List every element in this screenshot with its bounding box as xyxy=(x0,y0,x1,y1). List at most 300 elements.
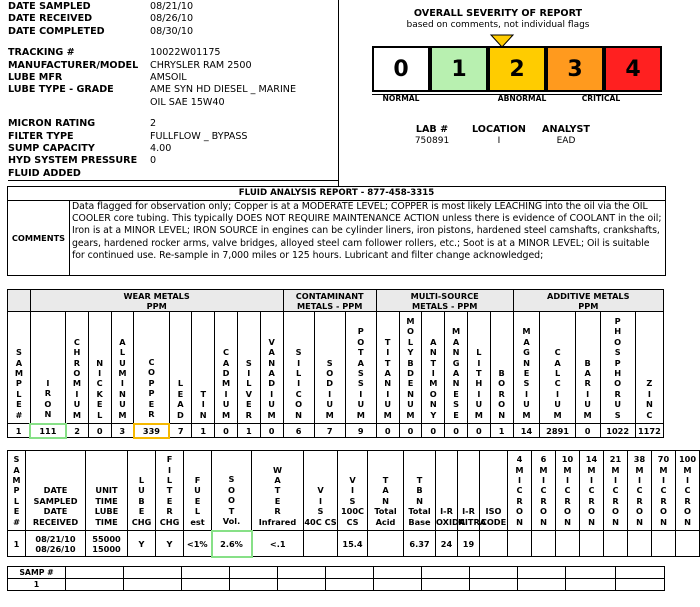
header-letter: E xyxy=(13,506,20,517)
info-row xyxy=(8,1,338,13)
metal-column-label xyxy=(468,347,490,420)
info-value: 08/30/10 xyxy=(150,25,194,37)
severity-label-critical: CRITICAL xyxy=(581,94,621,103)
extra-table xyxy=(7,566,665,591)
particle-count-value xyxy=(628,531,652,557)
header-letter: I xyxy=(589,474,594,485)
metal-column-header xyxy=(169,312,192,424)
header-letter: E xyxy=(246,399,252,410)
header-letter: C xyxy=(554,347,561,358)
header-letter: C xyxy=(646,409,653,420)
physical-tests-table xyxy=(7,450,700,558)
metal-column-label xyxy=(346,326,376,420)
header-letter: I xyxy=(565,474,570,485)
header-letter: S xyxy=(326,357,333,368)
header-letter: V xyxy=(317,485,324,496)
extra-header-cell xyxy=(422,567,470,579)
header-letter: R xyxy=(245,409,252,420)
metal-column-header xyxy=(467,312,490,424)
header-letter: N xyxy=(684,516,691,527)
header-letter: R xyxy=(612,495,619,506)
metal-column-header xyxy=(490,312,513,424)
header-letter: B xyxy=(584,357,591,368)
severity-label-normal: NORMAL xyxy=(382,94,420,103)
header-letter: N xyxy=(660,516,667,527)
header-letter: I xyxy=(541,474,546,485)
extra-value-cell xyxy=(470,579,518,591)
metal-group-header: CONTAMINANT METALS - PPM xyxy=(283,290,376,312)
metal-value: 0 xyxy=(467,424,490,438)
header-letter: R xyxy=(614,388,621,399)
header-letter: D xyxy=(268,378,276,389)
metal-column-header xyxy=(540,312,575,424)
header-letter: S xyxy=(228,474,235,485)
lab-number-value: 750891 xyxy=(414,136,450,146)
header-letter: U xyxy=(119,357,126,368)
unit-time-label: UNIT TIME xyxy=(95,485,118,506)
metal-column-header xyxy=(192,312,215,424)
info-value: OIL SAE 15W40 xyxy=(150,96,225,108)
header-letter: V xyxy=(349,474,356,485)
extra-value-cell xyxy=(422,579,470,591)
header-letter: E xyxy=(194,495,201,506)
header-letter: U xyxy=(584,399,591,410)
extra-header-cell xyxy=(374,567,422,579)
header-letter: Y xyxy=(407,347,414,358)
header-letter: O xyxy=(357,336,365,347)
header-letter: T xyxy=(166,485,173,496)
header-letter: N xyxy=(452,347,460,358)
lube-time-label: LUBE TIME xyxy=(94,506,119,527)
header-letter: C xyxy=(223,347,230,358)
metal-column-label xyxy=(315,358,345,420)
iso-code-header-label: ISO xyxy=(485,506,502,517)
particle-count-value xyxy=(652,531,676,557)
header-letter: R xyxy=(166,506,173,517)
info-value: 2 xyxy=(150,118,157,130)
header-letter: L xyxy=(119,347,126,358)
header-letter: A xyxy=(274,474,281,485)
header-letter: # xyxy=(13,516,20,527)
header-letter: N xyxy=(268,357,276,368)
header-letter: L xyxy=(177,378,184,389)
metal-column-header xyxy=(575,312,600,424)
header-letter: R xyxy=(636,495,643,506)
header-letter: R xyxy=(498,388,505,399)
header-letter: S xyxy=(295,347,302,358)
sample-header xyxy=(8,451,26,531)
header-letter: I xyxy=(477,357,481,368)
iso-value xyxy=(480,531,508,557)
info-value: FULLFLOW _ BYPASS xyxy=(150,130,248,142)
header-letter: N xyxy=(588,516,595,527)
header-letter: W xyxy=(272,464,283,475)
header-letter: E xyxy=(177,388,184,399)
header-letter: E xyxy=(138,506,145,517)
header-letter: S xyxy=(357,367,364,378)
header-letter: N xyxy=(407,388,414,399)
header-letter: M xyxy=(118,409,127,420)
header-letter: M xyxy=(325,409,334,420)
header-letter: O xyxy=(73,367,81,378)
header-letter: H xyxy=(614,326,622,337)
filter-chg-header xyxy=(156,451,184,531)
info-label: TRACKING # xyxy=(8,47,75,59)
info-row xyxy=(8,168,338,180)
metal-column-header xyxy=(260,312,283,424)
metal-column-label xyxy=(215,347,237,420)
severity-level-1: 1 xyxy=(430,46,488,92)
header-letter: P xyxy=(148,388,155,399)
metal-column-label xyxy=(445,326,467,420)
header-letter: T xyxy=(357,347,364,358)
metal-column-label xyxy=(636,378,663,420)
header-letter: I xyxy=(524,388,529,399)
header-letter: R xyxy=(274,506,281,517)
info-value: 10022W01175 xyxy=(150,47,221,59)
header-letter: N xyxy=(612,516,619,527)
soot-header xyxy=(212,451,252,531)
filter-chg-header-sublabel: CHG xyxy=(159,516,180,527)
particle-unit xyxy=(556,465,579,527)
header-letter: C xyxy=(564,485,571,496)
header-letter: C xyxy=(660,485,667,496)
extra-header-cell xyxy=(566,567,616,579)
header-letter: L xyxy=(295,367,302,378)
header-letter: L xyxy=(138,474,145,485)
particle-size: 6 xyxy=(540,454,547,465)
header-letter: N xyxy=(295,409,303,420)
ir-ox-value: 24 xyxy=(436,531,458,557)
lube-chg-header xyxy=(128,451,156,531)
particle-size: 21 xyxy=(609,454,622,465)
particle-unit xyxy=(532,465,555,527)
header-letter: M xyxy=(553,409,562,420)
metal-value: 0 xyxy=(376,424,399,438)
metals-group-row xyxy=(8,290,664,312)
severity-level-0: 0 xyxy=(372,46,430,92)
extra-header-cell xyxy=(66,567,124,579)
header-letter: R xyxy=(73,357,81,368)
metal-column-header xyxy=(88,312,111,424)
time-header xyxy=(86,451,128,531)
header-letter: T xyxy=(476,367,482,378)
header-letter: B xyxy=(407,357,414,368)
header-letter: C xyxy=(684,485,691,496)
metal-column-label xyxy=(377,337,399,420)
info-row xyxy=(8,72,338,84)
fluid-analysis-box xyxy=(7,186,666,276)
header-letter: E xyxy=(453,388,459,399)
header-letter: B xyxy=(498,367,505,378)
header-letter: U xyxy=(523,399,530,410)
header-letter: N xyxy=(645,399,653,410)
metal-column-label xyxy=(576,358,600,420)
header-letter: H xyxy=(475,378,483,389)
header-letter: P xyxy=(357,326,364,337)
filter-chg-header-label xyxy=(156,454,183,516)
header-letter: M xyxy=(406,315,415,326)
comments-text: Data flagged for observation only; Copper is at a MODERATE LEVEL; COPPER is most likely LEACHING into the oil via the OIL COOLER core tubing. This typically DOES NOT REQUIRE MAINTENANCE ACTION unless there is evidence of COOLANT in the oil; Iron is at a MINOR LEVEL; IRON SOURCE in engines can be cylinder liners, iron pistons, hardened steel camshafts, crankshafts, gears, hardened rocker arms, valve bridges, alloyed steel cam follower rollers, etc.; Soot is at a MINOR LEVEL; Oil is suitable for continued use. Re-sample in 7,000 miles or 125 hours. Lubricant and filter change acknowledged; xyxy=(72,201,662,261)
metals-value-row xyxy=(8,424,664,438)
header-letter: T xyxy=(384,336,391,347)
particle-count-value xyxy=(676,531,700,557)
header-letter: E xyxy=(166,495,173,506)
particle-count-header xyxy=(556,451,580,531)
header-letter: U xyxy=(138,485,145,496)
header-letter: U xyxy=(73,399,81,410)
header-letter: I xyxy=(477,388,481,399)
tan-header-sublabel: Total Acid xyxy=(374,506,397,527)
extra-value-cell xyxy=(566,579,616,591)
info-label: SUMP CAPACITY xyxy=(8,142,95,154)
header-letter: I xyxy=(431,367,435,378)
metal-column-label xyxy=(170,378,192,420)
header-letter: A xyxy=(384,367,391,378)
info-row xyxy=(8,155,338,167)
header-letter: S xyxy=(614,409,621,420)
header-letter: I xyxy=(75,388,79,399)
info-row xyxy=(8,47,338,59)
physical-value-row xyxy=(8,531,700,557)
fuel-header xyxy=(184,451,212,531)
extra-header-cell xyxy=(278,567,326,579)
date-header xyxy=(26,451,86,531)
info-label: DATE SAMPLED xyxy=(8,1,91,12)
header-letter: L xyxy=(554,367,561,378)
header-letter: P xyxy=(13,485,20,496)
extra-value-cell xyxy=(374,579,422,591)
header-letter: O xyxy=(614,378,622,389)
metal-column-label xyxy=(422,337,444,420)
extra-header-cell xyxy=(470,567,518,579)
header-letter: M xyxy=(583,409,592,420)
severity-subtitle: based on comments, not individual flags xyxy=(406,20,590,30)
date-sampled-label: DATE SAMPLED xyxy=(33,485,78,506)
particle-count-value xyxy=(532,531,556,557)
header-letter: O xyxy=(429,388,437,399)
tan-value xyxy=(368,531,404,557)
header-letter: L xyxy=(476,347,482,358)
particle-size: 38 xyxy=(633,454,646,465)
extra-value-cell xyxy=(616,579,665,591)
header-letter: A xyxy=(452,367,460,378)
metal-value: 1 xyxy=(8,424,31,438)
particle-size: 4 xyxy=(516,454,523,465)
info-spacer xyxy=(8,38,338,47)
header-letter: N xyxy=(498,409,506,420)
header-letter: S xyxy=(453,399,460,410)
fluid-analysis-title: FLUID ANALYSIS REPORT - 877-458-3315 xyxy=(8,187,665,201)
metal-group-header: ADDITIVE METALS PPM xyxy=(513,290,663,312)
header-letter: N xyxy=(540,516,547,527)
metal-value: 7 xyxy=(169,424,192,438)
header-letter: O xyxy=(147,367,155,378)
header-letter: A xyxy=(584,367,591,378)
info-row xyxy=(8,26,338,38)
particle-count-value xyxy=(580,531,604,557)
extra-value-cell: 1 xyxy=(8,579,66,591)
metal-column-header xyxy=(422,312,445,424)
header-letter: T xyxy=(430,357,437,368)
header-letter: N xyxy=(564,516,571,527)
water-value: <.1 xyxy=(252,531,304,557)
metal-value: 0 xyxy=(422,424,445,438)
header-letter: N xyxy=(382,495,389,506)
metal-column-header xyxy=(283,312,314,424)
header-letter: A xyxy=(554,357,561,368)
header-letter: V xyxy=(268,336,275,347)
metal-column-label xyxy=(89,358,111,420)
particle-size: 70 xyxy=(657,454,670,465)
header-letter: H xyxy=(73,347,81,358)
header-letter: I xyxy=(297,378,301,389)
metal-value: 0 xyxy=(215,424,238,438)
header-letter: F xyxy=(194,474,201,485)
header-letter: V xyxy=(245,388,252,399)
header-letter: O xyxy=(636,506,643,517)
fuel-header-sublabel: est xyxy=(190,516,205,527)
metal-value: 0 xyxy=(575,424,600,438)
header-letter: R xyxy=(588,495,595,506)
header-letter: R xyxy=(584,378,591,389)
info-row xyxy=(8,60,338,72)
header-letter: A xyxy=(119,336,126,347)
header-letter: M xyxy=(659,464,668,475)
header-letter: K xyxy=(96,388,103,399)
metal-column-header xyxy=(134,312,169,424)
header-letter: N xyxy=(516,516,523,527)
severity-level-4: 4 xyxy=(604,46,662,92)
extra-value-cell xyxy=(230,579,278,591)
header-letter: I xyxy=(637,474,642,485)
header-letter: M xyxy=(12,474,21,485)
metal-column-label xyxy=(31,378,65,420)
info-row xyxy=(8,143,338,155)
header-letter: G xyxy=(523,347,530,358)
metal-column-label xyxy=(284,347,314,420)
header-divider xyxy=(338,0,339,186)
header-letter: C xyxy=(295,388,302,399)
header-letter: S xyxy=(357,378,364,389)
particle-size: 100 xyxy=(678,454,697,465)
header-letter: O xyxy=(660,506,667,517)
soot-header-label xyxy=(212,474,251,516)
header-letter: M xyxy=(522,409,531,420)
particle-size: 10 xyxy=(561,454,574,465)
header-letter: I xyxy=(613,474,618,485)
extra-header-cell: SAMP # xyxy=(8,567,66,579)
header-letter: O xyxy=(684,506,691,517)
particle-count-header xyxy=(508,451,532,531)
header-letter: I xyxy=(386,347,390,358)
vis100-header-sublabel: 100C CS xyxy=(340,506,365,527)
metal-column-header xyxy=(314,312,345,424)
header-letter: M xyxy=(221,378,231,389)
physical-header-row xyxy=(8,451,700,531)
extra-header-cell xyxy=(518,567,566,579)
metal-column-header xyxy=(399,312,422,424)
header-letter: S xyxy=(317,506,324,517)
header-letter: M xyxy=(406,409,415,420)
filter-chg-value: Y xyxy=(156,531,184,557)
header-letter: I xyxy=(661,474,666,485)
info-value: 08/26/10 xyxy=(150,13,194,25)
header-letter: I xyxy=(359,388,363,399)
header-letter: M xyxy=(429,378,438,389)
info-label: LUBE MFR xyxy=(8,71,63,83)
header-letter: T xyxy=(228,505,235,516)
header-letter: I xyxy=(247,367,251,378)
tan-header-label xyxy=(368,475,403,506)
header-letter: O xyxy=(498,399,506,410)
header-letter: N xyxy=(429,347,437,358)
header-letter: E xyxy=(453,409,459,420)
info-value: 0 xyxy=(150,155,157,167)
metal-value: 2 xyxy=(66,424,89,438)
header-letter: S xyxy=(523,378,530,389)
water-header xyxy=(252,451,304,531)
extra-value-row xyxy=(8,579,665,591)
header-letter: P xyxy=(614,315,621,326)
metal-column-header xyxy=(237,312,260,424)
info-label: FILTER TYPE xyxy=(8,130,74,142)
metal-value: 1172 xyxy=(635,424,663,438)
severity-label-abnormal: ABNORMAL xyxy=(497,94,547,103)
header-letter: A xyxy=(268,367,275,378)
metal-column-header xyxy=(635,312,663,424)
tbn-header-label xyxy=(404,475,435,506)
header-letter: O xyxy=(228,495,235,506)
metal-column-label xyxy=(491,368,513,420)
header-letter: O xyxy=(516,506,523,517)
particle-count-header xyxy=(676,451,700,531)
header-letter: M xyxy=(474,409,483,420)
header-letter: O xyxy=(540,506,547,517)
particle-unit xyxy=(652,465,675,527)
header-letter: N xyxy=(416,495,423,506)
sample-header-label xyxy=(8,454,25,527)
header-letter: I xyxy=(224,388,228,399)
header-letter: M xyxy=(683,464,692,475)
metals-header-row xyxy=(8,312,664,424)
header-letter: M xyxy=(451,326,461,337)
header-letter: C xyxy=(73,336,80,347)
extra-header-cell xyxy=(616,567,665,579)
header-letter: M xyxy=(539,464,548,475)
severity-level-3: 3 xyxy=(546,46,604,92)
extra-header-row xyxy=(8,567,665,579)
header-letter: A xyxy=(430,336,437,347)
header-letter: I xyxy=(120,378,124,389)
metals-table xyxy=(7,289,664,439)
tan-header xyxy=(368,451,404,531)
header-letter: N xyxy=(429,399,437,410)
header-letter: N xyxy=(523,357,530,368)
header-letter: L xyxy=(194,506,201,517)
header-letter: M xyxy=(221,409,231,420)
header-letter: E xyxy=(96,399,103,410)
vis100-header-label xyxy=(338,475,367,506)
header-letter: U xyxy=(384,399,392,410)
ir-oxidation-header-label: I-R xyxy=(440,506,453,517)
header-letter: M xyxy=(611,464,620,475)
info-spacer xyxy=(8,109,338,118)
info-label: DATE RECEIVED xyxy=(8,13,93,25)
header-letter: M xyxy=(587,464,596,475)
metal-column-header xyxy=(376,312,399,424)
particle-count-value xyxy=(604,531,628,557)
